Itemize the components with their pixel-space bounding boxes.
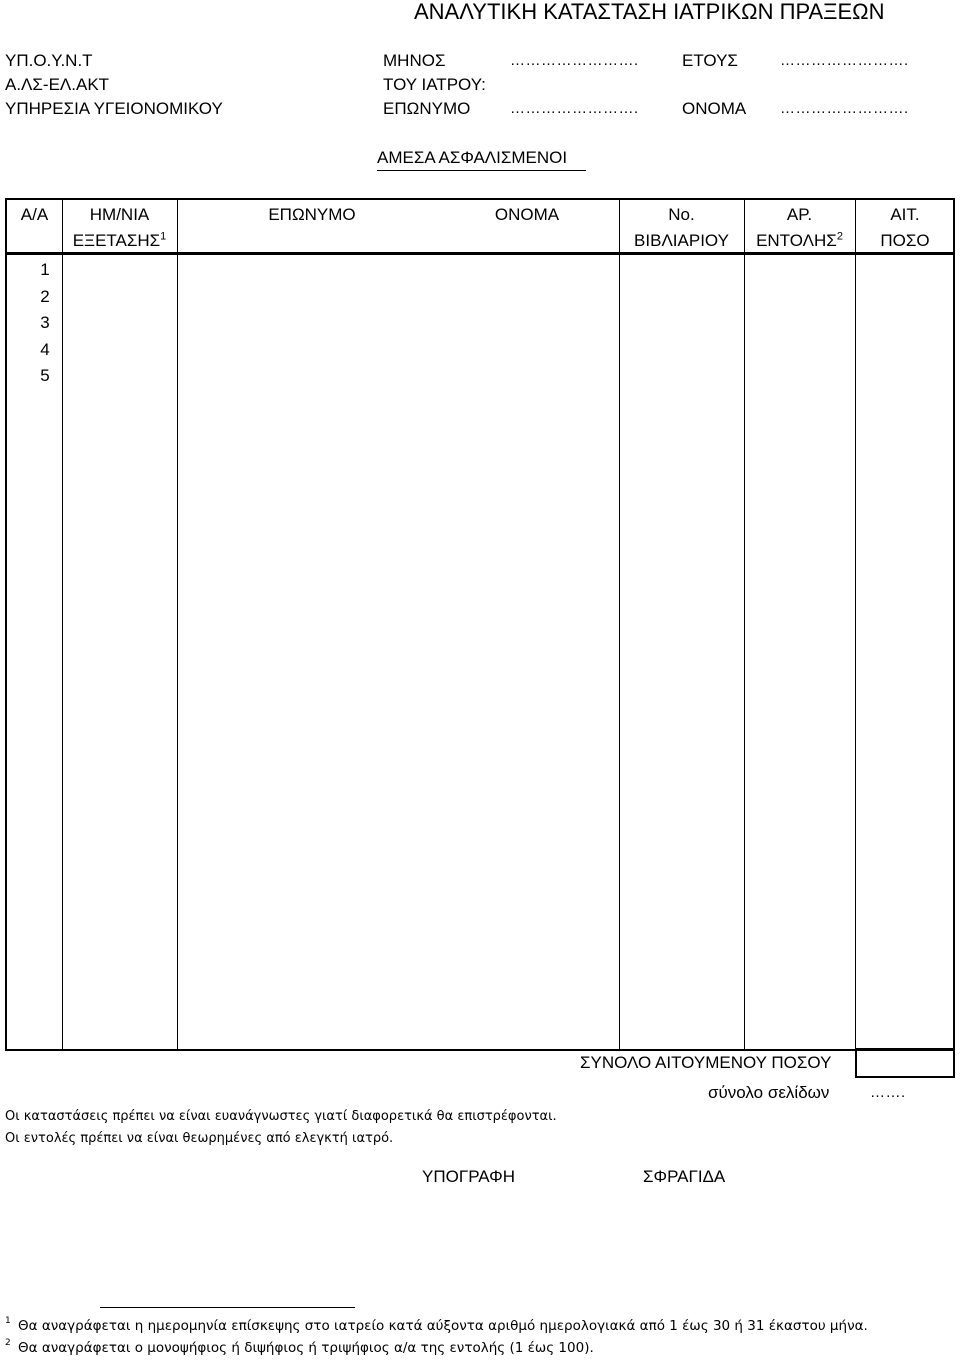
footnote-1: $^1$ Θα αναγράφεται η ημερομηνία επίσκεψης στο ιατρείο κατά αύξοντα αριθμό ημερολογιακά από 1 έως 30 ή 31 έκαστου μήνα. — [5, 1316, 868, 1334]
year-label: ΕΤΟΥΣ — [682, 51, 738, 70]
name-value[interactable]: ……………………. — [780, 100, 909, 117]
row-number: 1 — [40, 260, 50, 279]
col-divider — [619, 200, 620, 1049]
row-number: 4 — [40, 340, 50, 359]
org-line-2: Α.ΛΣ-ΕΛ.ΑΚΤ — [5, 75, 110, 94]
stamp-label: ΣΦΡΑΓΙΔΑ — [643, 1167, 726, 1186]
pages-label: σύνολο σελίδων — [708, 1083, 830, 1102]
month-label: ΜΗΝΟΣ — [383, 51, 446, 70]
org-line-1: ΥΠ.Ο.Υ.Ν.Τ — [5, 51, 93, 70]
note-verified: Οι εντολές πρέπει να είναι θεωρημένες από ελεγκτή ιατρό. — [5, 1131, 394, 1146]
surname-value[interactable]: ……………………. — [510, 100, 639, 117]
row-number: 3 — [40, 313, 50, 332]
name-label: ΟΝΟΜΑ — [682, 99, 747, 118]
pages-value[interactable]: ……. — [870, 1084, 906, 1101]
total-amount-label: ΣΥΝΟΛΟ ΑΙΤΟΥΜΕΝΟΥ ΠΟΣΟΥ — [580, 1053, 832, 1072]
col-header-surname: ΕΠΩΝΥΜΟ — [268, 205, 356, 224]
year-value[interactable]: ……………………. — [780, 52, 909, 69]
section-title: ΑΜΕΣΑ ΑΣΦΑΛΙΣΜΕΝΟΙ — [377, 148, 568, 167]
surname-label: ΕΠΩΝΥΜΟ — [383, 99, 471, 118]
col-header-name: ΟΝΟΜΑ — [494, 205, 560, 224]
procedures-table — [5, 198, 955, 1051]
col-divider — [177, 200, 178, 1049]
note-legibility: Οι καταστάσεις πρέπει να είναι ευανάγνωστες γιατί διαφορετικά θα επιστρέφονται. — [5, 1109, 557, 1124]
col-divider — [744, 200, 745, 1049]
row-number: 2 — [40, 287, 50, 306]
col-header-aa: Α/Α — [20, 205, 49, 224]
col-header-date: ΗΜ/ΝΙΑ ΕΞΕΤΑΣΗΣ$^1$ — [72, 205, 167, 250]
row-number: 5 — [40, 366, 50, 385]
section-title-underline — [377, 170, 586, 171]
org-line-3: ΥΠΗΡΕΣΙΑ ΥΓΕΙΟΝΟΜΙΚΟΥ — [5, 99, 223, 118]
document-title: ΑΝΑΛΥΤΙΚΗ ΚΑΤΑΣΤΑΣΗ ΙΑΤΡΙΚΩΝ ΠΡΑΞΕΩΝ — [414, 0, 885, 24]
col-header-amount: ΑΙΤ. ΠΟΣΟ — [880, 205, 930, 250]
col-header-booklet: No. ΒΙΒΛΙΑΡΙΟΥ — [634, 205, 729, 250]
col-divider — [855, 200, 856, 1049]
col-header-order: ΑΡ. ΕΝΤΟΛΗΣ$^2$ — [756, 205, 843, 250]
doctor-label: ΤΟΥ ΙΑΤΡΟΥ: — [383, 75, 486, 94]
month-value[interactable]: ……………………. — [510, 52, 639, 69]
footnote-2: $^2$ Θα αναγράφεται ο μονοψήφιος ή διψήφιος ή τριψήφιος α/α της εντολής (1 έως 100). — [5, 1338, 594, 1356]
footnote-separator — [100, 1307, 355, 1308]
signature-label: ΥΠΟΓΡΑΦΗ — [422, 1167, 515, 1186]
total-amount-box[interactable] — [855, 1048, 955, 1078]
